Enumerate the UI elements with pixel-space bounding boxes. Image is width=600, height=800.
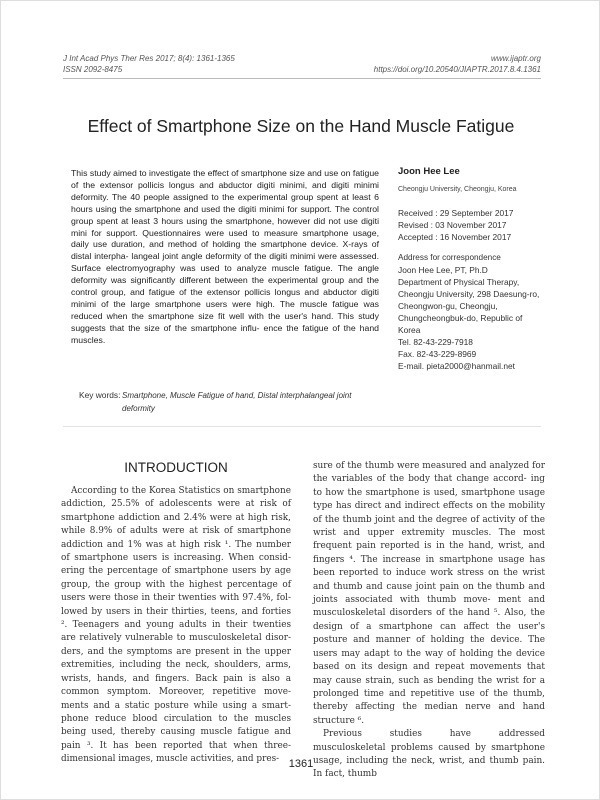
correspondence-email[interactable]: E-mail. pieta2000@hanmail.net [398, 361, 515, 371]
journal-website[interactable]: www.ijaptr.org [491, 54, 541, 63]
body-paragraph: Previous studies have addressed musculoskeletal problems caused by smartphone usage, including the neck, wrist, and thumb pain. In fact, thumb [313, 729, 545, 780]
keywords-divider [63, 426, 541, 427]
author-info [398, 166, 548, 372]
article-title: Effect of Smartphone Size on the Hand Muscle Fatigue [87, 116, 515, 136]
date-received: Received : 29 September 2017 [398, 208, 514, 218]
body-paragraph: According to the Korea Statistics on smartphone addiction, 25.5% of adolescents were at risk of smartphone addiction and 2.4% were at high risk, while 8.9% of adults were at risk of smartphone addiction and 1% was at high risk ¹. The number of smartphone users is increasing. When consid- ering the percentage of smartphone users by age group, the group with the highest percentage of users were those in their twenties with 97.4%, fol- lowed by users in their thirties, teens, and forties ². Teenagers and young adults in their twenties are relatively vulnerable to musculoskeletal disor- ders, and the symptoms are present in the upper extremities, including the neck, shoulders, arms, wrists, hands, and fingers. Back pain is also a common symptom. Moreover, repetitive move- ments and a static posture while using a smart- phone reduce blood circulation to the muscles being used, thereby causing muscle fatigue and pain ³. It has been reported that when three- dimensional images, muscle activities, and pres- [61, 486, 291, 765]
article-dates [398, 207, 548, 243]
correspondence-line: Chungcheongbuk-do, Republic of [398, 313, 523, 323]
correspondence-line: Cheongwon-gu, Cheongju, [398, 301, 498, 311]
journal-header-left [63, 53, 235, 75]
body-column-left [61, 485, 291, 767]
abstract: This study aimed to investigate the effect of smartphone size and use on fatigue of the extensor pollicis longus and abductor digiti minimi, and digiti minimi deformity. The 40 people assigned to the experimental group spent at least 6 hours using the smartphone and used the digiti minimi for support. The control group spent at least 3 hours using the smartphone, however did not use digiti mini for support. Questionnaires were used to measure smartphone usage, daily use duration, and method of holding the smartphone device. X-rays of distal interpha- langeal joint angle deformity of the digiti minimi were assessed. Surface electromyography was used to analyze muscle fatigue. The angle deformity was significantly different between the experimental group and the control group, and fatigue of the extensor pollicis longus and abductor digiti minimi of the large smartphone users were high. The muscle fatigue was reduced when the smartphone size fit well with the user's hand. This study suggests that the size of the smartphone influ- ence the fatigue of the hand muscles. [71, 168, 379, 345]
article-doi[interactable]: https://doi.org/10.20540/JIAPTR.2017.8.4.1361 [373, 65, 541, 74]
correspondence-line: Korea [398, 325, 421, 335]
correspondence-line: Department of Physical Therapy, [398, 277, 520, 287]
keywords-label: Key words: [79, 390, 121, 400]
correspondence-fax: Fax. 82-43-229-8969 [398, 349, 477, 359]
journal-citation: J Int Acad Phys Ther Res 2017; 8(4): 1361-1365 [63, 54, 235, 63]
date-revised: Revised : 03 November 2017 [398, 220, 507, 230]
author-affiliation: Cheongju University, Cheongju, Korea [398, 186, 517, 193]
correspondence-line: Cheongju University, 298 Daesung-ro, [398, 289, 540, 299]
keywords-text: Smartphone, Muscle Fatigue of hand, Distal interphalangeal joint deformity [122, 391, 352, 413]
journal-header-right [374, 53, 541, 75]
body-paragraph: sure of the thumb were measured and analyzed for the variables of the body that change accord- ing to how the smartphone is used, smartphone usage type has direct and indirect effects on the mobility of the thumb joint and the degree of activity of the wrist and upper extremity muscles. The most frequent pain reported is in the hand, wrist, and fingers ⁴. The increase in smartphone usage has been reported to induce work stress on the wrist and thumb and cause joint pain on the thumb and joints associated with thumb move- ment and musculoskeletal disorders of the hand ⁵. Also, the design of a smartphone can affect the user's posture and manner of holding the device. The users may adapt to the way of holding the device based on its design and repeat movements that may cause strain, such as bending the wrist for a prolonged time and repetitive use of the thumb, thereby affecting the median nerve and hand structure ⁶. [313, 461, 545, 726]
section-heading-introduction: INTRODUCTION [124, 460, 228, 475]
correspondence-tel: Tel. 82-43-229-7918 [398, 337, 473, 347]
journal-issn: ISSN 2092-8475 [63, 65, 123, 74]
body-column-right [313, 460, 545, 782]
correspondence-line: Joon Hee Lee, PT, Ph.D [398, 265, 488, 275]
correspondence-heading: Address for correspondence [398, 253, 501, 262]
date-accepted: Accepted : 16 November 2017 [398, 232, 512, 242]
author-name: Joon Hee Lee [398, 166, 460, 177]
correspondence [398, 252, 548, 372]
header-divider [63, 78, 541, 79]
page-number: 1361 [288, 758, 314, 770]
